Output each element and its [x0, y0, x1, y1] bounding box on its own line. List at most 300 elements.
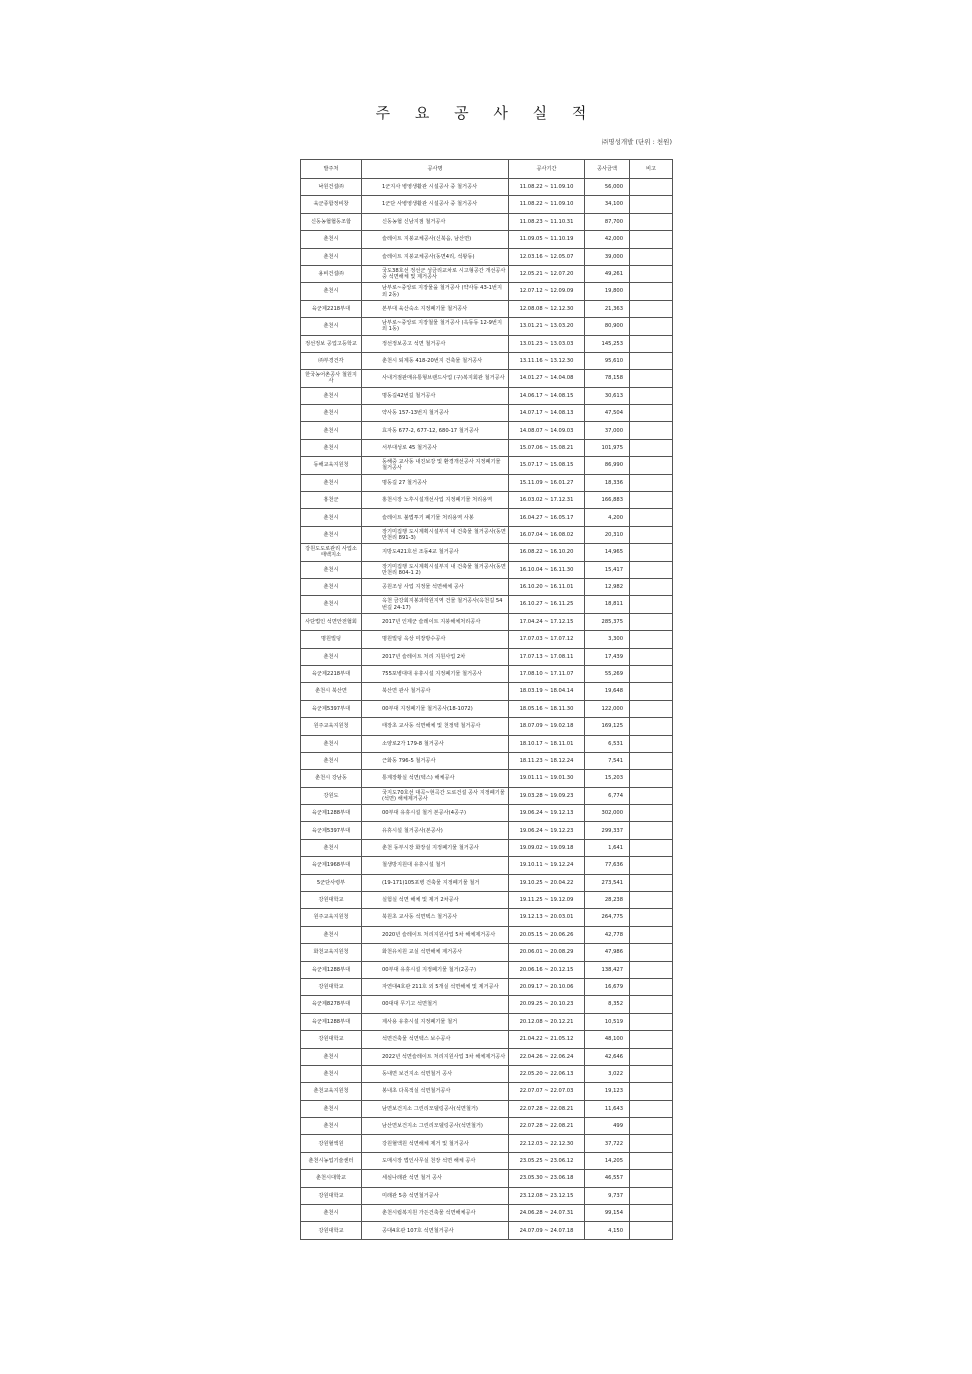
cell-client: 강원대학교 — [301, 1187, 362, 1204]
cell-note — [630, 370, 673, 387]
cell-amount: 3,022 — [585, 1065, 630, 1082]
cell-note — [630, 1118, 673, 1135]
cell-client: 육군제1288부대 — [301, 961, 362, 978]
cell-note — [630, 509, 673, 526]
table-row — [301, 318, 673, 335]
cell-client: 춘천시대학교 — [301, 1170, 362, 1187]
table-row — [301, 961, 673, 978]
table-row — [301, 839, 673, 856]
cell-project: 태장초 교사동 석면해체 및 천정텍 철거공사 — [362, 718, 509, 735]
cell-project: 1군지사 병영생활관 시설공사 중 철거공사 — [362, 179, 509, 196]
cell-note — [630, 544, 673, 561]
cell-amount: 499 — [585, 1118, 630, 1135]
table-row — [301, 613, 673, 630]
cell-project: 강원혈액원 석면해체 제거 및 철거공사 — [362, 1135, 509, 1152]
cell-project: 서부대성로 45 철거공사 — [362, 439, 509, 456]
cell-note — [630, 613, 673, 630]
cell-client: 강원대학교 — [301, 1031, 362, 1048]
cell-project: 지방도421호선 조동4교 철거공사 — [362, 544, 509, 561]
cell-project: 00부대 지정폐기물 철거공사(18-1072) — [362, 700, 509, 717]
cell-period: 16.10.27 ~ 16.11.25 — [509, 596, 585, 613]
cell-project: 남부로~중앙로 지장물을 철거공사 (약사동 43-1번지 외 2동) — [362, 283, 509, 300]
table-row — [301, 196, 673, 213]
cell-period: 16.08.22 ~ 16.10.20 — [509, 544, 585, 561]
cell-project: 동해중 교사동 내진보강 및 환경개선공사 지정폐기물 철거공사 — [362, 457, 509, 474]
cell-note — [630, 1100, 673, 1117]
cell-note — [630, 700, 673, 717]
cell-amount: 19,800 — [585, 283, 630, 300]
cell-note — [630, 909, 673, 926]
cell-client: 정선정보 공업고등학교 — [301, 335, 362, 352]
cell-note — [630, 892, 673, 909]
table-row — [301, 857, 673, 874]
cell-period: 19.01.11 ~ 19.01.30 — [509, 770, 585, 787]
table-row — [301, 1170, 673, 1187]
cell-note — [630, 526, 673, 543]
table-row — [301, 752, 673, 769]
cell-project: 2020년 슬레이트 처리지원사업 5차 해체제거공사 — [362, 926, 509, 943]
cell-project: (19-171)105포병 건축물 지정폐기물 철거 — [362, 874, 509, 891]
cell-project: 옥천 금강회지봉과학원지역 건물 철거공사(옥천길 54번길 24-17) — [362, 596, 509, 613]
cell-note — [630, 300, 673, 317]
cell-amount: 99,154 — [585, 1205, 630, 1222]
cell-period: 18.03.19 ~ 18.04.14 — [509, 683, 585, 700]
cell-client: 춘천시 — [301, 1048, 362, 1065]
cell-client: 춘천시 — [301, 474, 362, 491]
table-row — [301, 439, 673, 456]
table-row — [301, 213, 673, 230]
cell-note — [630, 352, 673, 369]
cell-period: 20.09.25 ~ 20.10.23 — [509, 996, 585, 1013]
cell-project: 명동길42번길 철거공사 — [362, 387, 509, 404]
cell-client: 원주교육지원청 — [301, 718, 362, 735]
cell-period: 17.07.13 ~ 17.08.11 — [509, 648, 585, 665]
cell-note — [630, 631, 673, 648]
cell-client: 동해교육지원청 — [301, 457, 362, 474]
cell-project: 북원초 교사동 석면텍스 철거공사 — [362, 909, 509, 926]
table-row — [301, 822, 673, 839]
table-row — [301, 996, 673, 1013]
cell-amount: 37,722 — [585, 1135, 630, 1152]
table-row — [301, 718, 673, 735]
cell-client: 강원도도로관리 사업소태백지소 — [301, 544, 362, 561]
cell-note — [630, 492, 673, 509]
cell-period: 24.06.28 ~ 24.07.31 — [509, 1205, 585, 1222]
cell-period: 11.09.05 ~ 11.10.19 — [509, 231, 585, 248]
cell-period: 20.09.17 ~ 20.10.06 — [509, 978, 585, 995]
table-row — [301, 283, 673, 300]
cell-amount: 7,541 — [585, 752, 630, 769]
cell-amount: 30,613 — [585, 387, 630, 404]
cell-period: 19.10.11 ~ 19.12.24 — [509, 857, 585, 874]
cell-note — [630, 179, 673, 196]
cell-period: 18.10.17 ~ 18.11.01 — [509, 735, 585, 752]
table-row — [301, 422, 673, 439]
cell-period: 20.06.01 ~ 20.08.29 — [509, 944, 585, 961]
table-row — [301, 978, 673, 995]
table-row — [301, 1013, 673, 1030]
table-row — [301, 648, 673, 665]
cell-project: 남산면보건지소 그린리모델링공사(석면철거) — [362, 1118, 509, 1135]
cell-client: 육군제5397부대 — [301, 822, 362, 839]
cell-client: 강원대학교 — [301, 1222, 362, 1239]
cell-period: 12.08.08 ~ 12.12.30 — [509, 300, 585, 317]
cell-project: 슬레이트 지붕교체공사(신북읍, 남산면) — [362, 231, 509, 248]
cell-period: 22.12.03 ~ 22.12.30 — [509, 1135, 585, 1152]
cell-period: 22.07.28 ~ 22.08.21 — [509, 1118, 585, 1135]
cell-amount: 16,679 — [585, 978, 630, 995]
cell-period: 19.09.02 ~ 19.09.18 — [509, 839, 585, 856]
cell-client: 한국농어촌공사 철원지사 — [301, 370, 362, 387]
cell-client: 춘천교육지원청 — [301, 1083, 362, 1100]
cell-amount: 39,000 — [585, 248, 630, 265]
cell-project: 남부로~중앙로 지장철물 철거공사 (옥동동 12-9번지 외 1동) — [362, 318, 509, 335]
cell-client: 춘천시 — [301, 439, 362, 456]
cell-client: 강원혈액원 — [301, 1135, 362, 1152]
cell-client: 육군제2218부대 — [301, 665, 362, 682]
cell-amount: 19,123 — [585, 1083, 630, 1100]
cell-period: 23.05.30 ~ 23.06.18 — [509, 1170, 585, 1187]
cell-period: 18.11.23 ~ 18.12.24 — [509, 752, 585, 769]
table-row — [301, 265, 673, 282]
cell-amount: 37,000 — [585, 422, 630, 439]
cell-amount: 80,900 — [585, 318, 630, 335]
cell-period: 12.05.21 ~ 12.07.20 — [509, 265, 585, 282]
cell-note — [630, 648, 673, 665]
cell-note — [630, 805, 673, 822]
cell-period: 14.07.17 ~ 14.08.13 — [509, 405, 585, 422]
page-title: 주 요 공 사 실 적 — [375, 104, 597, 122]
cell-project: 철생방지원대 유휴시설 철거 — [362, 857, 509, 874]
cell-project: 효자동 677-2, 677-12, 680-17 철거공사 — [362, 422, 509, 439]
cell-amount: 28,238 — [585, 892, 630, 909]
cell-period: 13.01.23 ~ 13.03.03 — [509, 335, 585, 352]
cell-amount: 299,337 — [585, 822, 630, 839]
cell-client: ㈜부경건각 — [301, 352, 362, 369]
cell-period: 22.07.28 ~ 22.08.21 — [509, 1100, 585, 1117]
cell-note — [630, 422, 673, 439]
cell-client: 춘천시 — [301, 735, 362, 752]
cell-project: 슬레이트 불법투기 폐기물 처리용역 사봉 — [362, 509, 509, 526]
table-row — [301, 1048, 673, 1065]
table-row — [301, 1083, 673, 1100]
cell-amount: 3,300 — [585, 631, 630, 648]
cell-amount: 285,375 — [585, 613, 630, 630]
cell-project: 정선정보공고 석면 철거공사 — [362, 335, 509, 352]
cell-period: 14.08.07 ~ 14.09.03 — [509, 422, 585, 439]
cell-period: 12.07.12 ~ 12.09.09 — [509, 283, 585, 300]
cell-period: 16.03.02 ~ 17.12.31 — [509, 492, 585, 509]
cell-client: 춘천시 — [301, 839, 362, 856]
cell-note — [630, 718, 673, 735]
cell-period: 20.06.16 ~ 20.12.15 — [509, 961, 585, 978]
cell-client: 춘천시 — [301, 405, 362, 422]
cell-client: 춘천시 — [301, 1205, 362, 1222]
cell-period: 15.11.09 ~ 16.01.27 — [509, 474, 585, 491]
table-row — [301, 631, 673, 648]
table-row — [301, 248, 673, 265]
cell-note — [630, 1013, 673, 1030]
cell-project: 북산면 관사 철거공사 — [362, 683, 509, 700]
cell-amount: 15,203 — [585, 770, 630, 787]
cell-note — [630, 213, 673, 230]
cell-amount: 47,986 — [585, 944, 630, 961]
cell-client: 홍천군 — [301, 492, 362, 509]
cell-client: 춘천시 — [301, 318, 362, 335]
cell-project: 국도38호선 정선군 성금리교차로 시고형공간 개선공사 중 석면해체 및 제거공사 — [362, 265, 509, 282]
cell-amount: 145,253 — [585, 335, 630, 352]
cell-client: 춘천시 — [301, 578, 362, 595]
cell-client: 춘천시 — [301, 1118, 362, 1135]
cell-period: 16.07.04 ~ 16.08.02 — [509, 526, 585, 543]
cell-period: 19.06.24 ~ 19.12.13 — [509, 805, 585, 822]
cell-project: 춘천시 퇴계동 418-20번지 건축물 철거공사 — [362, 352, 509, 369]
cell-project: 자연대4호관 211호 외 5개실 석면해체 및 제거공사 — [362, 978, 509, 995]
table-row — [301, 892, 673, 909]
table-body — [301, 179, 673, 1240]
cell-period: 13.11.16 ~ 13.12.30 — [509, 352, 585, 369]
cell-amount: 8,352 — [585, 996, 630, 1013]
cell-project: 약사동 157-13번지 철거공사 — [362, 405, 509, 422]
table-row — [301, 874, 673, 891]
cell-project: 2017년 슬레이트 처리 지원사업 2차 — [362, 648, 509, 665]
cell-amount: 4,150 — [585, 1222, 630, 1239]
cell-note — [630, 787, 673, 804]
cell-note — [630, 996, 673, 1013]
table-row — [301, 596, 673, 613]
cell-client: 강원대학교 — [301, 892, 362, 909]
cell-note — [630, 561, 673, 578]
table-row — [301, 578, 673, 595]
cell-project: 실험실 석면 해체 및 제거 2차공사 — [362, 892, 509, 909]
cell-client: 화천교육지원청 — [301, 944, 362, 961]
cell-amount: 1,641 — [585, 839, 630, 856]
cell-project: 공원조성 사업 지정물 석면해체 공사 — [362, 578, 509, 595]
cell-project: 사내거점판매유통형브랜드사업 (구)복지회관 철거공사 — [362, 370, 509, 387]
cell-period: 15.07.06 ~ 15.08.21 — [509, 439, 585, 456]
cell-amount: 55,269 — [585, 665, 630, 682]
cell-note — [630, 1187, 673, 1204]
cell-amount: 12,982 — [585, 578, 630, 595]
cell-period: 17.04.24 ~ 17.12.15 — [509, 613, 585, 630]
cell-client: 춘천시 — [301, 1065, 362, 1082]
cell-period: 17.08.10 ~ 17.11.07 — [509, 665, 585, 682]
cell-client: 춘천시 — [301, 752, 362, 769]
cell-amount: 14,965 — [585, 544, 630, 561]
cell-client: 육군제1288부대 — [301, 805, 362, 822]
cell-amount: 11,643 — [585, 1100, 630, 1117]
cell-project: 춘천 동부시장 화장실 지정폐기물 철거공사 — [362, 839, 509, 856]
cell-amount: 264,775 — [585, 909, 630, 926]
cell-client: 춘천시 강남동 — [301, 770, 362, 787]
cell-amount: 122,000 — [585, 700, 630, 717]
cell-period: 23.12.08 ~ 23.12.15 — [509, 1187, 585, 1204]
cell-project: 화천유치원 교실 석면해체 제거공사 — [362, 944, 509, 961]
table-row — [301, 1205, 673, 1222]
cell-note — [630, 578, 673, 595]
table-row — [301, 1135, 673, 1152]
table-row — [301, 474, 673, 491]
cell-amount: 6,774 — [585, 787, 630, 804]
table-row — [301, 544, 673, 561]
cell-project: 2017년 인제군 슬레이트 지붕해체처리공사 — [362, 613, 509, 630]
cell-client: 춘천시 — [301, 231, 362, 248]
cell-note — [630, 1152, 673, 1169]
table-row — [301, 352, 673, 369]
cell-period: 16.10.04 ~ 16.11.30 — [509, 561, 585, 578]
cell-period: 16.04.27 ~ 16.05.17 — [509, 509, 585, 526]
table-row — [301, 909, 673, 926]
cell-client: 용비건설㈜ — [301, 265, 362, 282]
table-row — [301, 926, 673, 943]
table-row — [301, 1118, 673, 1135]
header-client: 발주처 — [301, 160, 362, 179]
cell-period: 18.05.16 ~ 18.11.30 — [509, 700, 585, 717]
table-row — [301, 526, 673, 543]
cell-amount: 48,100 — [585, 1031, 630, 1048]
cell-amount: 42,000 — [585, 231, 630, 248]
cell-amount: 15,417 — [585, 561, 630, 578]
cell-period: 11.08.23 ~ 11.10.31 — [509, 213, 585, 230]
header-project: 공사명 — [362, 160, 509, 179]
cell-note — [630, 1222, 673, 1239]
cell-amount: 19,648 — [585, 683, 630, 700]
company-unit-note: ㈜명성개발 (단위 : 천원) — [601, 138, 672, 146]
table-header-row — [301, 160, 673, 179]
cell-period: 14.06.17 ~ 14.08.15 — [509, 387, 585, 404]
cell-client: 육군제2218부대 — [301, 300, 362, 317]
cell-amount: 18,811 — [585, 596, 630, 613]
cell-amount: 169,125 — [585, 718, 630, 735]
cell-client: 춘천시 — [301, 596, 362, 613]
table-row — [301, 457, 673, 474]
cell-client: 춘천시 — [301, 561, 362, 578]
cell-client: 육군제5397부대 — [301, 700, 362, 717]
cell-project: 홍천시장 노후시설개선사업 지정폐기물 처리용역 — [362, 492, 509, 509]
table-row — [301, 509, 673, 526]
cell-amount: 21,363 — [585, 300, 630, 317]
cell-note — [630, 1205, 673, 1222]
cell-client: 사단법인 석면안전협회 — [301, 613, 362, 630]
cell-period: 19.11.25 ~ 19.12.09 — [509, 892, 585, 909]
cell-note — [630, 978, 673, 995]
table-row — [301, 1152, 673, 1169]
cell-note — [630, 231, 673, 248]
cell-note — [630, 248, 673, 265]
cell-project: 장기미집행 도시계획시설부지 내 건축물 철거공사(동면 만천리 804-1 2) — [362, 561, 509, 578]
table-row — [301, 405, 673, 422]
cell-client: 육군종합정비창 — [301, 196, 362, 213]
cell-period: 19.12.13 ~ 20.03.01 — [509, 909, 585, 926]
cell-period: 22.04.26 ~ 22.06.24 — [509, 1048, 585, 1065]
cell-period: 16.10.20 ~ 16.11.01 — [509, 578, 585, 595]
cell-note — [630, 1170, 673, 1187]
cell-period: 19.06.24 ~ 19.12.23 — [509, 822, 585, 839]
cell-period: 20.05.15 ~ 20.06.26 — [509, 926, 585, 943]
cell-project: 미래관 5층 석면철거공사 — [362, 1187, 509, 1204]
cell-project: 장기미집행 도시계획시설부지 내 건축물 철거공사(동면 만천리 891-3) — [362, 526, 509, 543]
cell-client: 육군제1288부대 — [301, 1013, 362, 1030]
table-row — [301, 805, 673, 822]
cell-project: 공대4호관 107호 석면철거공사 — [362, 1222, 509, 1239]
table-row — [301, 300, 673, 317]
cell-project: 남면보건지소 그린리모델링공사(석면철거) — [362, 1100, 509, 1117]
table-row — [301, 387, 673, 404]
cell-project: 명동길 27 철거공사 — [362, 474, 509, 491]
cell-note — [630, 1083, 673, 1100]
cell-note — [630, 1031, 673, 1048]
table-row — [301, 770, 673, 787]
cell-project: 슬레이트 지붕교체공사(동면4리, 석왕동) — [362, 248, 509, 265]
cell-client: 강원도 — [301, 787, 362, 804]
cell-note — [630, 457, 673, 474]
cell-amount: 20,310 — [585, 526, 630, 543]
table-row — [301, 683, 673, 700]
cell-note — [630, 770, 673, 787]
cell-amount: 49,261 — [585, 265, 630, 282]
cell-project: 00부대 유휴시설 지정폐기물 철거(2공구) — [362, 961, 509, 978]
header-note: 비고 — [630, 160, 673, 179]
table-row — [301, 561, 673, 578]
cell-client: 춘천시 — [301, 648, 362, 665]
cell-note — [630, 839, 673, 856]
cell-period: 13.01.21 ~ 13.03.20 — [509, 318, 585, 335]
header-amount: 공사금액 — [585, 160, 630, 179]
cell-amount: 166,883 — [585, 492, 630, 509]
cell-period: 15.07.17 ~ 15.08.15 — [509, 457, 585, 474]
cell-client: 원주교육지원청 — [301, 909, 362, 926]
cell-amount: 77,636 — [585, 857, 630, 874]
cell-project: 세심나래관 석면 철거 공사 — [362, 1170, 509, 1187]
cell-project: 국지도70호선 대곡~현곡간 도로건설 공사 지정폐기물(석면) 해체제거공사 — [362, 787, 509, 804]
cell-client: 춘천시 — [301, 248, 362, 265]
cell-client: 육군제1968부대 — [301, 857, 362, 874]
cell-project: 본부대 육산숙소 지정폐기물 철거공사 — [362, 300, 509, 317]
cell-amount: 42,778 — [585, 926, 630, 943]
cell-period: 11.08.22 ~ 11.09.10 — [509, 179, 585, 196]
cell-project: 제사용 유휴시설 지정폐기물 철거 — [362, 1013, 509, 1030]
cell-client: 명원빌딩 — [301, 631, 362, 648]
cell-amount: 34,100 — [585, 196, 630, 213]
cell-client: 강원대학교 — [301, 978, 362, 995]
cell-project: 1군단 사병영생활관 시설공사 중 철거공사 — [362, 196, 509, 213]
cell-period: 19.10.25 ~ 20.04.22 — [509, 874, 585, 891]
table-row — [301, 231, 673, 248]
cell-amount: 17,439 — [585, 648, 630, 665]
cell-note — [630, 596, 673, 613]
cell-project: 봉내초 다목적실 석면철거공사 — [362, 1083, 509, 1100]
cell-note — [630, 752, 673, 769]
cell-project: 도매시장 법인사무실 천장 석면 해체 공사 — [362, 1152, 509, 1169]
table-row — [301, 335, 673, 352]
table-row — [301, 1222, 673, 1239]
cell-client: 신동농협협동조합 — [301, 213, 362, 230]
cell-period: 20.12.08 ~ 20.12.21 — [509, 1013, 585, 1030]
cell-client: 춘천시 — [301, 422, 362, 439]
cell-note — [630, 944, 673, 961]
cell-client: 육군제8278부대 — [301, 996, 362, 1013]
cell-project: 통계장황실 석면(텍스) 해체공사 — [362, 770, 509, 787]
cell-client: 춘천시 — [301, 526, 362, 543]
cell-note — [630, 1065, 673, 1082]
cell-note — [630, 926, 673, 943]
cell-client: 낙원건설㈜ — [301, 179, 362, 196]
cell-period: 23.05.25 ~ 23.06.12 — [509, 1152, 585, 1169]
table-row — [301, 179, 673, 196]
cell-client: 5군단사령부 — [301, 874, 362, 891]
cell-note — [630, 1048, 673, 1065]
table-row — [301, 1187, 673, 1204]
